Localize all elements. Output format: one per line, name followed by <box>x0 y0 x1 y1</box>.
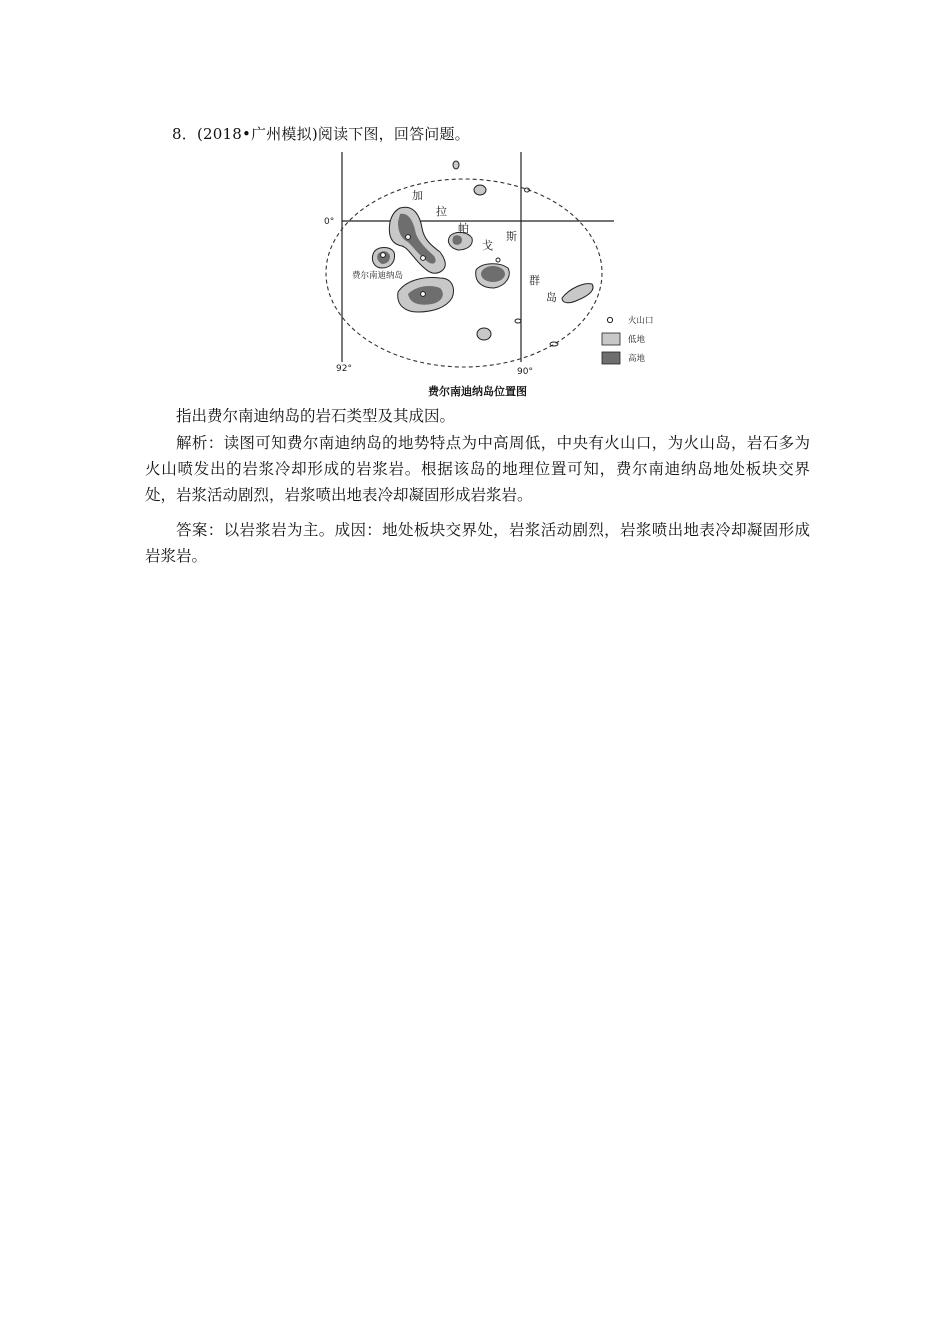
volcano-marker <box>421 256 426 261</box>
island-location-map <box>316 148 696 400</box>
volcano-marker <box>381 253 386 258</box>
islet <box>550 342 558 346</box>
legend-volcano-label: 火山口 <box>628 316 654 326</box>
question-prompt: 指出费尔南迪纳岛的岩石类型及其成因。 <box>176 407 456 425</box>
islet <box>453 161 459 169</box>
lon-label-90: 90° <box>517 367 533 377</box>
volcano-marker <box>406 235 411 240</box>
fernandina-label: 费尔南迪纳岛 <box>352 271 404 281</box>
san-cristobal-island <box>562 284 593 303</box>
santiago-island <box>448 232 472 250</box>
archipelago-char: 岛 <box>546 291 557 304</box>
analysis-paragraph: 解析：读图可知费尔南迪纳岛的地势特点为中高周低，中央有火山口，为火山岛，岩石多为火山喷发出的岩浆冷却形成的岩浆岩。根据该岛的地理位置可知，费尔南迪纳岛地处板块交界处，岩浆活动剧烈，岩浆喷出地表冷却凝固形成岩浆岩。 <box>145 434 810 504</box>
archipelago-char: 戈 <box>482 239 493 252</box>
islet <box>477 328 491 340</box>
islet <box>496 258 500 262</box>
legend-volcano-icon <box>607 317 612 322</box>
answer-paragraph: 答案：以岩浆岩为主。成因：地处板块交界处，岩浆活动剧烈，岩浆喷出地表冷却凝固形成岩浆岩。 <box>145 521 810 565</box>
archipelago-char: 帕 <box>458 222 469 235</box>
archipelago-char: 加 <box>412 189 423 202</box>
legend-highland-label: 高地 <box>628 354 646 364</box>
santa-cruz-island <box>476 264 510 288</box>
islet <box>515 319 521 323</box>
archipelago-char: 拉 <box>436 205 447 218</box>
legend-lowland-label: 低地 <box>628 335 646 345</box>
volcano-marker <box>421 292 426 297</box>
islet <box>474 185 486 195</box>
lat-label-0: 0° <box>324 217 335 227</box>
figure-caption: 费尔南迪纳岛位置图 <box>428 385 527 398</box>
question-stem: 8．(2018•广州模拟)阅读下图，回答问题。 <box>172 125 470 143</box>
lon-label-92: 92° <box>336 364 352 374</box>
archipelago-char: 斯 <box>506 230 517 243</box>
legend-highland-swatch <box>602 352 620 364</box>
legend-lowland-swatch <box>602 333 620 345</box>
archipelago-char: 群 <box>529 274 540 287</box>
